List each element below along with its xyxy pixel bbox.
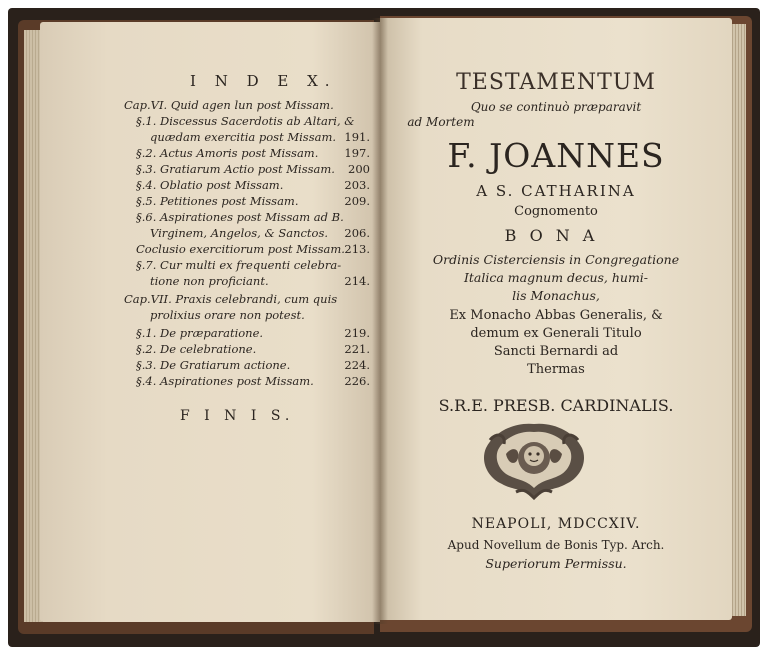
index-entry: §.3. Gratiarum Actio post Missam. 200 [136, 162, 370, 176]
index-entry: §.4. Oblatio post Missam. 203. [136, 178, 370, 192]
index-entry: Coclusio exercitiorum post Missam. 213. [136, 242, 370, 256]
description-line: Thermas [527, 362, 585, 377]
finis-text: F I N I S. [180, 408, 295, 424]
book-gutter [372, 18, 388, 624]
index-entry: §.1. Discessus Sacerdotis ab Altari, & [136, 114, 355, 128]
description-line: Italica magnum decus, humi- [463, 270, 649, 285]
author-name: F. JOANNES [447, 136, 665, 175]
imprint-printer: Apud Novellum de Bonis Typ. Arch. [447, 538, 665, 552]
index-entry: Virginem, Angelos, & Sanctos. 206. [150, 226, 370, 240]
index-title: I N D E X. [190, 72, 337, 90]
author-line: Cognomento [514, 204, 598, 219]
index-entry: §.2. De celebratione. 221. [136, 342, 370, 356]
index-entry: §.4. Aspirationes post Missam. 226. [136, 374, 370, 388]
description-line: lis Monachus, [512, 288, 600, 303]
index-entry: §.3. De Gratiarum actione. 224. [136, 358, 370, 372]
printers-ornament-icon [476, 418, 592, 504]
author-line: A S. CATHARINA [476, 182, 636, 200]
index-entry: tione non proficiant. 214. [150, 274, 370, 288]
title-testamentum: TESTAMENTUM [456, 70, 656, 95]
left-page [40, 22, 380, 622]
index-entry: §.5. Petitiones post Missam. 209. [136, 194, 370, 208]
subtitle-line: Quo se continuò præparavit [470, 100, 642, 114]
description-line: Ordinis Cisterciensis in Congregatione [432, 252, 680, 267]
index-entry: §.6. Aspirationes post Missam ad B. [136, 210, 344, 224]
description-line: Sancti Bernardi ad [493, 344, 619, 359]
imprint-place-date: NEAPOLI, MDCCXIV. [471, 516, 641, 532]
imprint-permission: Superiorum Permissu. [485, 556, 627, 571]
index-entry: §.1. De præparatione. 219. [136, 326, 370, 340]
index-entry: Cap.VII. Praxis celebrandi, cum quis [124, 292, 338, 306]
description-line: demum ex Generali Titulo [470, 326, 642, 341]
index-entry: §.2. Actus Amoris post Missam. 197. [136, 146, 370, 160]
index-entry: Cap.VI. Quid agen lun post Missam. [124, 98, 334, 112]
index-entry: prolixius orare non potest. [150, 308, 305, 322]
cognomen: BONA [504, 226, 608, 245]
right-page [380, 18, 732, 620]
cardinal-title: S.R.E. PRESB. CARDINALIS. [438, 396, 674, 415]
index-entry: quædam exercitia post Missam. 191. [150, 130, 370, 144]
subtitle-line: ad Mortem [407, 115, 475, 129]
index-entry: §.7. Cur multi ex frequenti celebra- [136, 258, 342, 272]
page-edges-right [730, 24, 746, 616]
description-line: Ex Monacho Abbas Generalis, & [449, 308, 663, 323]
